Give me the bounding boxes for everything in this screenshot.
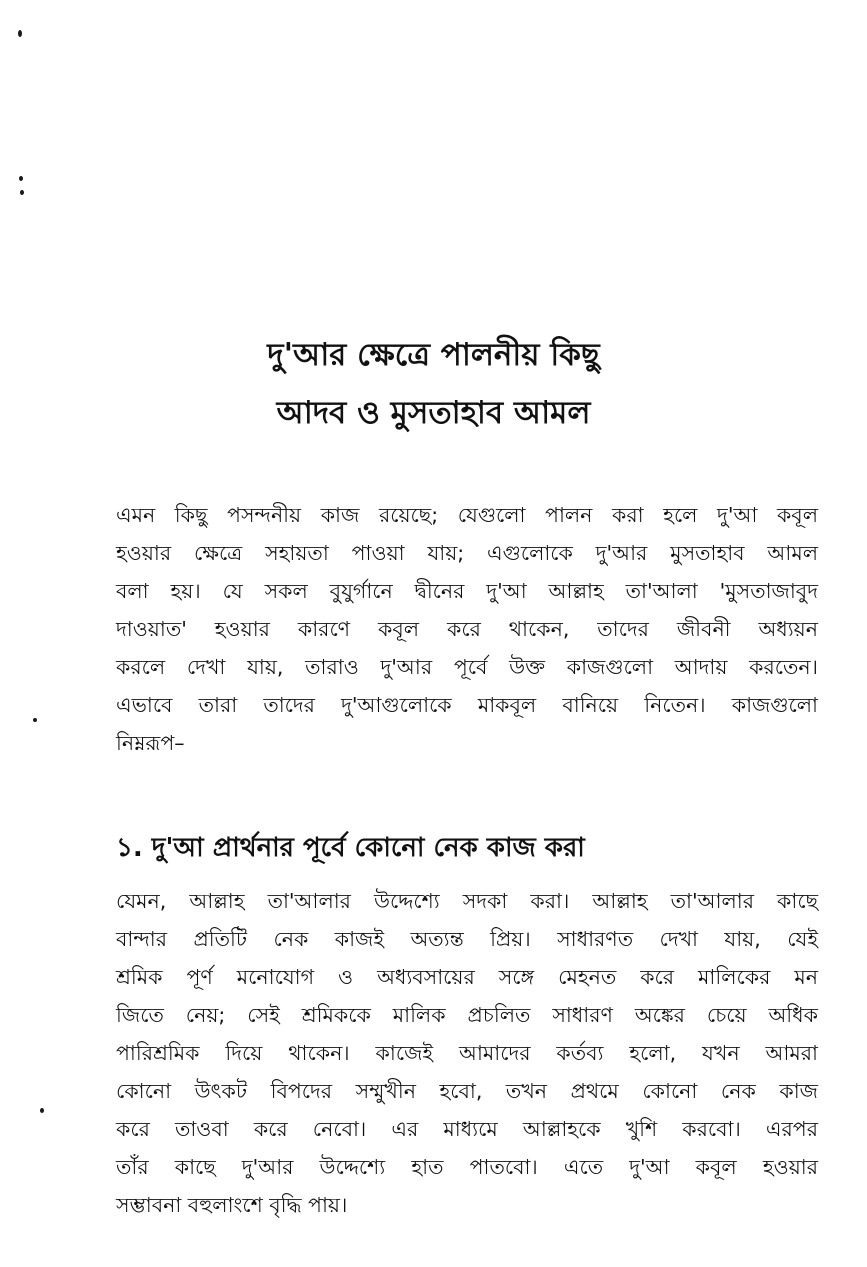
- intro-line: দাওয়াত' হওয়ার কারণে কবূল করে থাকেন, তাদের জীবনী অধ্যয়ন: [116, 617, 818, 641]
- chapter-title-line-2: আদব ও মুসতাহাব আমল: [276, 395, 591, 431]
- section-line: তাঁর কাছে দু'আর উদ্দেশ্যে হাত পাতবো। এতে দু'আ কবূল হওয়ার: [116, 1155, 818, 1179]
- section-line: জিতে নেয়; সেই শ্রমিককে মালিক প্রচলিত সাধারণ অঙ্কের চেয়ে অধিক: [116, 1003, 818, 1027]
- intro-line: এমন কিছু পসন্দনীয় কাজ রয়েছে; যেগুলো পালন করা হলে দু'আ কবূল: [116, 503, 818, 527]
- scan-speck: [20, 190, 24, 195]
- scan-speck: [19, 176, 23, 181]
- section-line: করে তাওবা করে নেবো। এর মাধ্যমে আল্লাহকে খুশি করবো। এরপর: [116, 1117, 818, 1141]
- section-line: সম্ভাবনা বহুলাংশে বৃদ্ধি পায়।: [116, 1193, 348, 1217]
- intro-line: নিম্নরূপ–: [116, 731, 185, 755]
- intro-paragraph: [116, 496, 818, 762]
- intro-line: এভাবে তারা তাদের দু'আগুলোকে মাকবূল বানিয়ে নিতেন। কাজগুলো: [116, 693, 818, 717]
- section-line: বান্দার প্রতিটি নেক কাজই অত্যন্ত প্রিয়। সাধারণত দেখা যায়, যেই: [116, 927, 818, 951]
- section-heading: ১. দু'আ প্রার্থনার পূর্বে কোনো নেক কাজ করা: [116, 833, 585, 863]
- section-line: কোনো উৎকট বিপদের সম্মুখীন হবো, তখন প্রথমে কোনো নেক কাজ: [116, 1079, 818, 1103]
- chapter-title-line-1: দু'আর ক্ষেত্রে পালনীয় কিছু: [267, 337, 600, 373]
- section-line: যেমন, আল্লাহ তা'আলার উদ্দেশ্যে সদকা করা। আল্লাহ তা'আলার কাছে: [116, 889, 818, 913]
- scan-speck: [33, 718, 37, 722]
- scan-speck: [40, 1108, 44, 1113]
- section-line: পারিশ্রমিক দিয়ে থাকেন। কাজেই আমাদের কর্তব্য হলো, যখন আমরা: [116, 1041, 818, 1065]
- section-paragraph: [116, 882, 818, 1224]
- scan-speck: [18, 30, 22, 37]
- chapter-title: [0, 326, 867, 442]
- section-line: শ্রমিক পূর্ণ মনোযোগ ও অধ্যবসায়ের সঙ্গে মেহনত করে মালিকের মন: [116, 965, 818, 989]
- intro-line: হওয়ার ক্ষেত্রে সহায়তা পাওয়া যায়; এগুলোকে দু'আর মুসতাহাব আমল: [116, 541, 818, 565]
- intro-line: করলে দেখা যায়, তারাও দু'আর পূর্বে উক্ত কাজগুলো আদায় করতেন।: [116, 655, 818, 679]
- intro-line: বলা হয়। যে সকল বুযুর্গানে দ্বীনের দু'আ আল্লাহ তা'আলা 'মুসতাজাবুদ: [116, 579, 818, 603]
